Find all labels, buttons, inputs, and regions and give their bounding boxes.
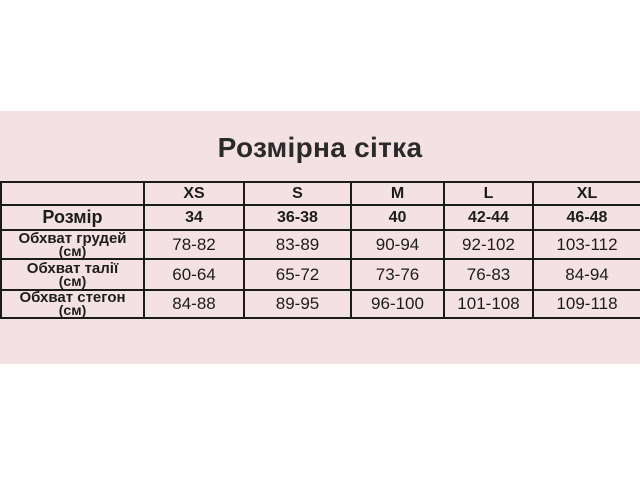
measure-cell: 101-108 (444, 290, 533, 318)
row-label-text: Розмір (42, 207, 103, 227)
measure-cell: 92-102 (444, 230, 533, 259)
measure-cell: 90-94 (351, 230, 444, 259)
measure-cell: 89-95 (244, 290, 351, 318)
row-label-hips (1, 290, 144, 318)
row-label-unit: (см) (58, 302, 87, 318)
table-row-chest (1, 230, 640, 259)
measure-cell: 109-118 (533, 290, 640, 318)
measure-cell: 84-88 (144, 290, 244, 318)
header-cell-xs: XS (144, 182, 244, 205)
measure-cell: 83-89 (244, 230, 351, 259)
size-cell: 36-38 (244, 205, 351, 230)
table-row-waist (1, 259, 640, 290)
header-cell-l: L (444, 182, 533, 205)
measure-cell: 96-100 (351, 290, 444, 318)
measure-cell: 76-83 (444, 259, 533, 290)
pink-background-band (0, 111, 640, 364)
header-cell-empty (1, 182, 144, 205)
row-label-text: Обхват талії (26, 259, 119, 277)
row-label-text: Обхват грудей (18, 229, 127, 247)
row-label-unit: (см) (58, 242, 87, 259)
size-cell: 34 (144, 205, 244, 230)
header-cell-s: S (244, 182, 351, 205)
measure-cell: 73-76 (351, 259, 444, 290)
row-label-waist (1, 259, 144, 290)
table-row-hips (1, 290, 640, 318)
size-cell: 40 (351, 205, 444, 230)
measure-cell: 84-94 (533, 259, 640, 290)
header-cell-xl: XL (533, 182, 640, 205)
measure-cell: 60-64 (144, 259, 244, 290)
measure-cell: 78-82 (144, 230, 244, 259)
row-label-unit: (см) (58, 272, 87, 289)
row-label-size (1, 205, 144, 230)
size-cell: 42-44 (444, 205, 533, 230)
header-cell-m: M (351, 182, 444, 205)
table-header-row (1, 182, 640, 205)
table-row-size (1, 205, 640, 230)
size-cell: 46-48 (533, 205, 640, 230)
size-table (0, 181, 640, 319)
page-title: Розмірна сітка (217, 132, 423, 163)
row-label-text: Обхват стегон (19, 289, 126, 306)
row-label-chest (1, 230, 144, 259)
measure-cell: 103-112 (533, 230, 640, 259)
measure-cell: 65-72 (244, 259, 351, 290)
